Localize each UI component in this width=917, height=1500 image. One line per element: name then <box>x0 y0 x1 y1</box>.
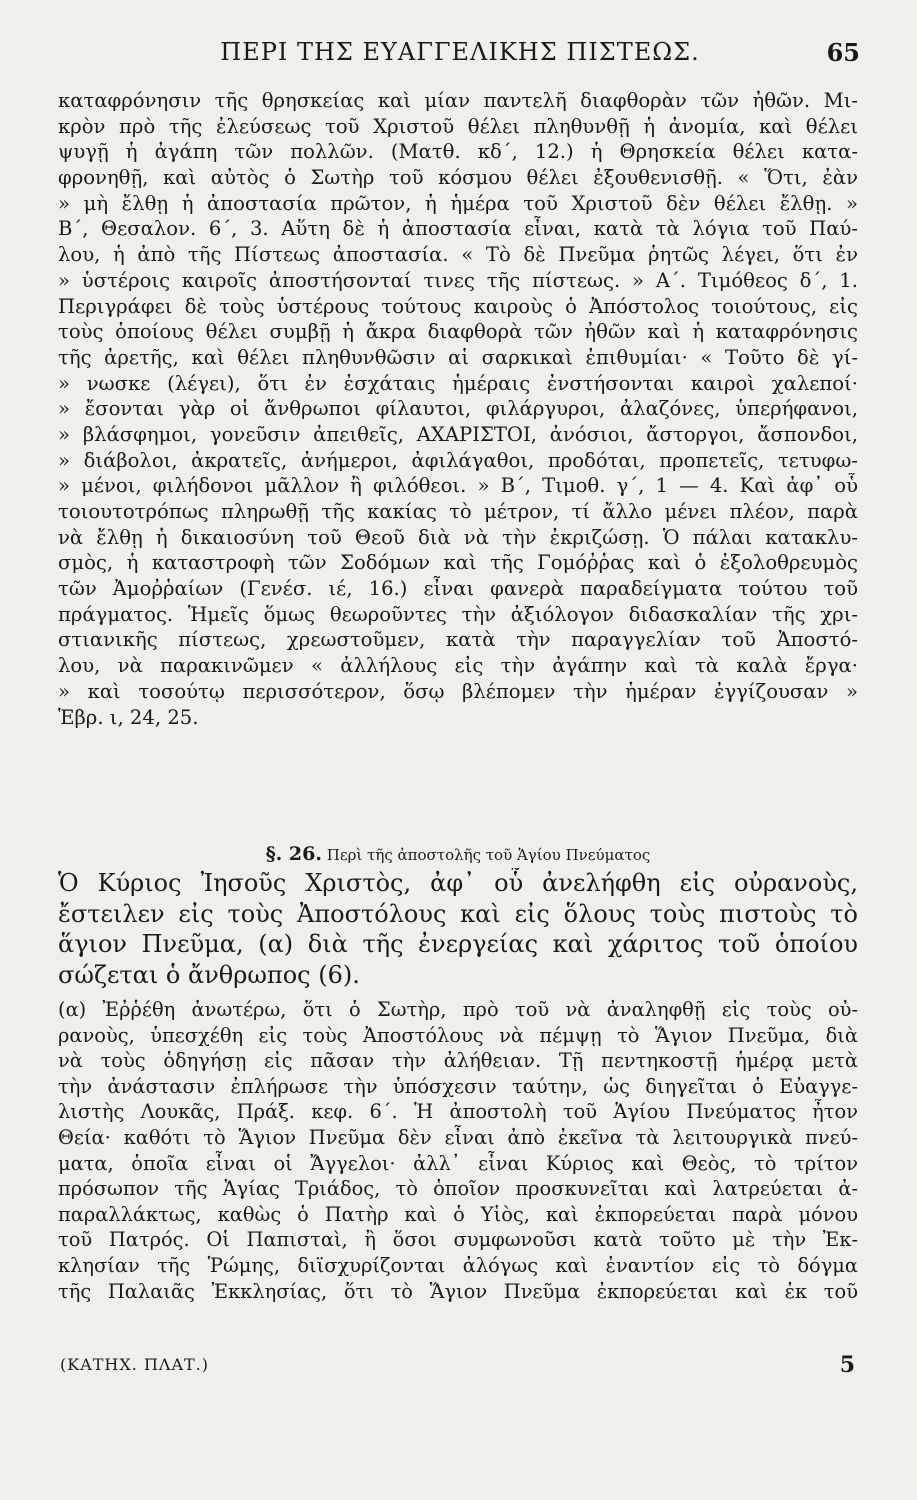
text-line: τῆς ἀρετῆς, καὶ θέλει πληθυνθῶσιν αἱ σαρκικαὶ ἐπιθυμίαι· « Τοῦτο δὲ γί- <box>58 345 858 369</box>
text-line: καταφρόνησιν τῆς θρησκείας καὶ μίαν παντελῆ διαφθορὰν τῶν ἠθῶν. Μι- <box>58 89 858 112</box>
text-line: Β΄, Θεσαλον. 6΄, 3. Αὕτη δὲ ἡ ἀποστασία εἶναι, κατὰ τὰ λόγια τοῦ Παύ- <box>58 217 858 241</box>
section-heading <box>58 840 858 868</box>
text-line: τοιουτοτρόπως πληρωθῇ τῆς κακίας τὸ μέτρον, τί ἄλλο μένει πλέον, παρὰ <box>58 500 858 523</box>
text-line: » μὴ ἔλθῃ ἡ ἀποστασία πρῶτον, ἡ ἡμέρα τοῦ Χριστοῦ δὲν θέλει ἔλθῃ. » <box>58 191 858 215</box>
note-line: Θεία· καθότι τὸ Ἅγιον Πνεῦμα δὲν εἶναι ἀπὸ ἐκεῖνα τὰ λειτουργικὰ πνεύ- <box>58 1125 858 1149</box>
text-line: Περιγράφει δὲ τοὺς ὑστέρους τούτους καιροὺς ὁ Ἀπόστολος τοιούτους, εἰς <box>58 294 858 318</box>
statement-line: σώζεται ὁ ἄνθρωπος (6). <box>58 960 360 989</box>
note-line: νὰ τοὺς ὁδηγήσῃ εἰς πᾶσαν τὴν ἀλήθειαν. Τῇ πεντηκοστῇ ἡμέρᾳ μετὰ <box>58 1049 858 1073</box>
note-line: λιστὴς Λουκᾶς, Πράξ. κεφ. 6΄. Ἡ ἀποστολὴ τοῦ Ἁγίου Πνεύματος ἦτον <box>58 1100 858 1124</box>
note-line: τῆς Παλαιᾶς Ἐκκλησίας, ὅτι τὸ Ἅγιον Πνεῦμα ἐκπορεύεται καὶ ἐκ τοῦ <box>58 1279 858 1303</box>
note-line: παραλλάκτως, καθὼς ὁ Πατὴρ καὶ ὁ Υἱὸς, καὶ ἐκπορεύεται παρὰ μόνου <box>58 1202 858 1226</box>
text-line: λου, νὰ παρακινῶμεν « ἀλλήλους εἰς τὴν ἀγάπην καὶ τὰ καλὰ ἔργα· <box>58 654 858 678</box>
note-line: (α) Ἐῤῥέθη ἀνωτέρω, ὅτι ὁ Σωτὴρ, πρὸ τοῦ νὰ ἀναληφθῇ εἰς τοὺς οὐ- <box>58 998 858 1021</box>
note-line: κλησίαν τῆς Ῥώμης, διϊσχυρίζονται ἀλόγως καὶ ἐναντίον εἰς τὸ δόγμα <box>58 1253 858 1277</box>
text-line: » νωσκε (λέγει), ὅτι ἐν ἐσχάταις ἡμέραις ἐνστήσονται καιροὶ χαλεποί· <box>58 371 858 395</box>
text-line: » καὶ τοσούτῳ περισσότερον, ὅσῳ βλέπομεν τὴν ἡμέραν ἐγγίζουσαν » <box>58 679 858 703</box>
section-number: §. 26. <box>265 843 322 865</box>
signature-mark: (ΚΑΤΗΧ. ΠΛΑΤ.) <box>60 1355 209 1374</box>
section-title: Περὶ τῆς ἀποστολῆς τοῦ Ἁγίου Πνεύματος <box>326 846 651 864</box>
text-line: σμὸς, ἡ καταστροφὴ τῶν Σοδόμων καὶ τῆς Γομόῤῥας καὶ ὁ ἐξολοθρευμὸς <box>58 551 858 575</box>
text-line: κρὸν πρὸ τῆς ἐλεύσεως τοῦ Χριστοῦ θέλει πληθυνθῇ ἡ ἀνομία, καὶ θέλει <box>58 114 858 138</box>
text-line: Ἑβρ. ι, 24, 25. <box>58 705 199 729</box>
text-line: » διάβολοι, ἀκρατεῖς, ἀνήμεροι, ἀφιλάγαθοι, προδόται, προπετεῖς, τετυφω- <box>58 448 858 472</box>
text-line: νὰ ἔλθῃ ἡ δικαιοσύνη τοῦ Θεοῦ διὰ νὰ τὴν ἐκριζώσῃ. Ὁ πάλαι κατακλυ- <box>58 525 858 549</box>
text-line: στιανικῆς πίστεως, χρεωστοῦμεν, κατὰ τὴν παραγγελίαν τοῦ Ἀποστό- <box>58 628 858 652</box>
body-text <box>58 88 858 730</box>
text-line: » ὑστέροις καιροῖς ἀποστήσονταί τινες τῆς πίστεως. » Α΄. Τιμόθεος δ΄, 1. <box>58 268 858 292</box>
text-line: » βλάσφημοι, γονεῦσιν ἀπειθεῖς, ΑΧΑΡΙΣΤΟΙ, ἀνόσιοι, ἄστοργοι, ἄσπονδοι, <box>58 422 858 446</box>
gathering-number: 5 <box>839 1352 855 1378</box>
text-line: πράγματος. Ἡμεῖς ὅμως θεωροῦντες τὴν ἀξιόλογον διδασκαλίαν τῆς χρι- <box>58 602 858 626</box>
statement-line: ἅγιον Πνεῦμα, (α) διὰ τῆς ἐνεργείας καὶ χάριτος τοῦ ὁποίου <box>58 930 858 958</box>
page-footer <box>60 1352 860 1385</box>
text-line: φρονηθῇ, καὶ αὐτὸς ὁ Σωτὴρ τοῦ κόσμου θέλει ἐξουθενισθῇ. « Ὅτι, ἐὰν <box>58 166 858 190</box>
commentary-note <box>58 997 858 1304</box>
text-line: » ἔσονται γὰρ οἱ ἄνθρωποι φίλαυτοι, φιλάργυροι, ἀλαζόνες, ὑπερήφανοι, <box>58 397 858 421</box>
note-line: τὴν ἀνάστασιν ἐπλήρωσε τὴν ὑπόσχεσιν ταύτην, ὡς διηγεῖται ὁ Εὐαγγε- <box>58 1074 858 1098</box>
note-line: πρόσωπον τῆς Ἁγίας Τριάδος, τὸ ὁποῖον προσκυνεῖται καὶ λατρεύεται ἀ- <box>58 1177 858 1201</box>
note-line: τοῦ Πατρός. Οἱ Παπισταὶ, ἢ ὅσοι συμφωνοῦσι κατὰ τοῦτο μὲ τὴν Ἐκ- <box>58 1228 858 1252</box>
note-line: ματα, ὁποῖα εἶναι οἱ Ἄγγελοι· ἀλλ᾽ εἶναι Κύριος καὶ Θεὸς, τὸ τρίτον <box>58 1151 858 1175</box>
text-line: τῶν Ἀμοῤῥαίων (Γενέσ. ιέ, 16.) εἶναι φανερὰ παραδείγματα τούτου τοῦ <box>58 577 858 601</box>
main-statement <box>58 868 858 990</box>
statement-line: Ὁ Κύριος Ἰησοῦς Χριστὸς, ἀφ᾽ οὗ ἀνελήφθη εἰς οὐρανοὺς, <box>58 869 858 897</box>
running-title: ΠΕΡΙ ΤΗΣ ΕΥΑΓΓΕΛΙΚΗΣ ΠΙΣΤΕΩΣ. <box>220 38 700 66</box>
text-line: λου, ἡ ἀπὸ τῆς Πίστεως ἀποστασία. « Τὸ δὲ Πνεῦμα ῥητῶς λέγει, ὅτι ἐν <box>58 243 858 267</box>
page-number: 65 <box>826 38 860 67</box>
text-line: » μένοι, φιλήδονοι μᾶλλον ἢ φιλόθεοι. » Β΄, Τιμοθ. γ΄, 1 — 4. Καὶ ἀφ᾽ οὗ <box>58 474 858 498</box>
statement-line: ἔστειλεν εἰς τοὺς Ἀποστόλους καὶ εἰς ὅλους τοὺς πιστοὺς τὸ <box>58 899 858 928</box>
text-line: τοὺς ὁποίους θέλει συμβῇ ἡ ἄκρα διαφθορὰ τῶν ἠθῶν καὶ ἡ καταφρόνησις <box>58 320 858 344</box>
text-line: ψυγῇ ἡ ἀγάπη τῶν πολλῶν. (Ματθ. κδ΄, 12.) ἡ Θρησκεία θέλει κατα- <box>58 140 858 164</box>
note-line: ρανοὺς, ὑπεσχέθη εἰς τοὺς Ἀποστόλους νὰ πέμψῃ τὸ Ἅγιον Πνεῦμα, διὰ <box>58 1023 858 1047</box>
running-header <box>60 38 860 78</box>
